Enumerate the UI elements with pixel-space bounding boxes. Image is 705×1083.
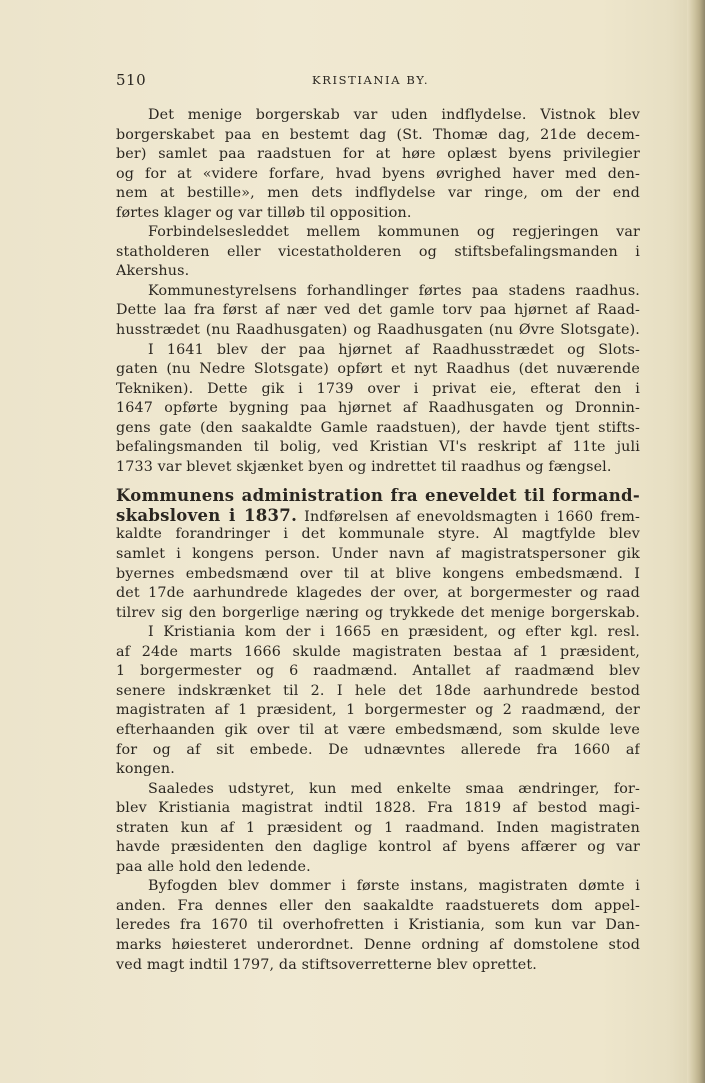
text-line: magistraten af 1 præsident, 1 borgermester og 2 raadmænd, der: [116, 702, 640, 719]
text-line: havde præsidenten den daglige kontrol af byens affærer og var: [116, 839, 640, 856]
text-line: Indførelsen af enevoldsmagten i 1660 frem-: [304, 508, 640, 525]
text-line: byernes embedsmænd over til at blive kongens embedsmænd. I: [116, 565, 640, 582]
text-line: Byfogden blev dommer i første instans, magistraten dømte i: [148, 878, 640, 895]
text-line: ved magt indtil 1797, da stiftsoverretterne blev oprettet.: [116, 956, 537, 973]
text-line: efterhaanden gik over til at være embedsmænd, som skulde leve: [116, 721, 640, 738]
section-heading-cont: skabsloven i 1837.: [116, 505, 298, 525]
text-line: førtes klager og var tilløb til opposition.: [116, 204, 412, 221]
text-line: straten kun af 1 præsident og 1 raadmand. Inden magistraten: [116, 819, 640, 836]
page-header: [116, 71, 640, 93]
text-line: 1733 var blevet skjænket byen og indrettet til raadhus og fængsel.: [116, 458, 612, 475]
text-line: senere indskrænket til 2. I hele det 18de aarhundrede bestod: [116, 682, 640, 699]
text-line: nem at bestille», men dets indflydelse var ringe, om der end: [116, 185, 640, 202]
text-line: Dette laa fra først af nær ved det gamle torv paa hjørnet af Raad-: [116, 302, 640, 319]
text-line: marks høiesteret underordnet. Denne ordning af domstolene stod: [116, 936, 640, 953]
text-line: husstrædet (nu Raadhusgaten) og Raadhusgaten (nu Øvre Slotsgate).: [116, 322, 640, 339]
text-line: blev Kristiania magistrat indtil 1828. Fra 1819 af bestod magi-: [116, 800, 640, 817]
section-heading-line-2: [116, 506, 640, 526]
text-line: borgerskabet paa en bestemt dag (St. Thomæ dag, 21de decem-: [116, 126, 640, 143]
text-line: Kommunestyrelsens forhandlinger førtes paa stadens raadhus.: [148, 282, 640, 299]
text-line: I Kristiania kom der i 1665 en præsident, og efter kgl. resl.: [148, 624, 640, 641]
text-line: Saaledes udstyret, kun med enkelte smaa ændringer, for-: [148, 780, 640, 797]
text-line: kaldte forandringer i det kommunale styre. Al magtfylde blev: [116, 526, 640, 543]
body-text: [116, 106, 640, 975]
text-line: 1 borgermester og 6 raadmænd. Antallet af raadmænd blev: [116, 663, 640, 680]
text-line: tilrev sig den borgerlige næring og trykkede det menige borgerskab.: [116, 604, 640, 621]
text-line: kongen.: [116, 761, 175, 778]
text-line: anden. Fra dennes eller den saakaldte raadstuerets dom appel-: [116, 897, 640, 914]
text-line: befalingsmanden til bolig, ved Kristian VI's reskript af 11te juli: [116, 439, 640, 456]
page-number: 510: [116, 71, 147, 89]
text-line: gens gate (den saakaldte Gamle raadstuen), der havde tjent stifts-: [116, 419, 640, 436]
text-line: og for at «videre forfare, hvad byens øvrighed haver med den-: [116, 165, 640, 182]
section-heading-line: [116, 486, 640, 506]
text-line: Akershus.: [116, 263, 190, 280]
text-line: statholderen eller vicestatholderen og stiftsbefalingsmanden i: [116, 243, 640, 260]
text-line: I 1641 blev der paa hjørnet af Raadhusstrædet og Slots-: [148, 341, 640, 358]
running-title: KRISTIANIA BY.: [312, 73, 430, 87]
text-line: Tekniken). Dette gik i 1739 over i privat eie, efterat den i: [116, 380, 640, 397]
text-line: gaten (nu Nedre Slotsgate) opført et nyt Raadhus (det nuværende: [116, 361, 640, 378]
text-line: ber) samlet paa raadstuen for at høre oplæst byens privilegier: [116, 146, 640, 163]
text-line: det 17de aarhundrede klagedes der over, at borgermester og raad: [116, 585, 640, 602]
text-line: 1647 opførte bygning paa hjørnet af Raadhusgaten og Dronnin-: [116, 400, 640, 417]
text-line: Det menige borgerskab var uden indflydelse. Vistnok blev: [148, 107, 640, 123]
page-edge: [687, 0, 705, 1083]
section-heading: Kommunens administration fra eneveldet til formand-: [116, 486, 640, 506]
text-line: af 24de marts 1666 skulde magistraten bestaa af 1 præsident,: [116, 643, 640, 660]
text-line: leredes fra 1670 til overhofretten i Kristiania, som kun var Dan-: [116, 917, 640, 934]
text-line: samlet i kongens person. Under navn af magistratspersoner gik: [116, 546, 640, 563]
text-line: for og af sit embede. De udnævntes allerede fra 1660 af: [116, 741, 640, 758]
text-line: Forbindelsesleddet mellem kommunen og regjeringen var: [148, 224, 640, 241]
text-line: paa alle hold den ledende.: [116, 858, 311, 875]
